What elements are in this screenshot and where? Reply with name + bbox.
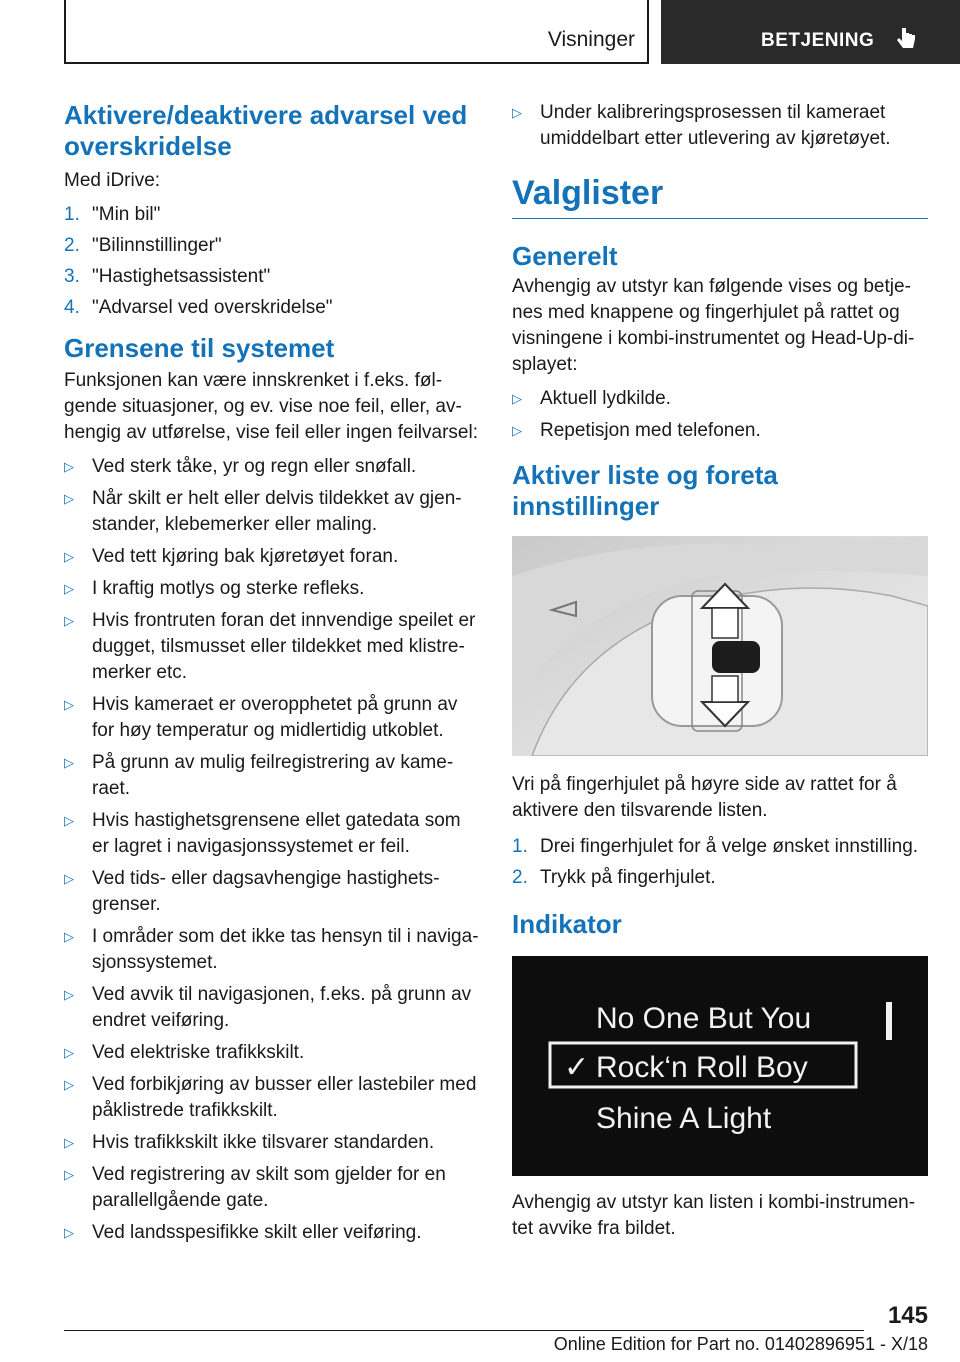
triangle-bullet-icon: ▷ <box>64 987 74 1002</box>
list-item: ▷ Repetisjon med telefonen. <box>512 418 928 444</box>
list-item: ▷ På grunn av mulig feilregistrering av kameraet. <box>64 752 454 799</box>
list-item: ▷ Aktuell lydkilde. <box>512 386 928 412</box>
list-item: ▷ Hvis kameraet er overopphetet på grunn av for høy temperatur og midlertidig utkoblet. <box>64 694 458 741</box>
activate-heading: Aktiver liste og foreta innstillinger <box>512 460 778 521</box>
triangle-bullet-icon: ▷ <box>64 929 74 944</box>
instrument-display-screenshot <box>512 956 928 1176</box>
list-item: ▷ Ved landsspesifikke skilt eller veiføring. <box>64 1220 480 1246</box>
header-section-tab <box>64 0 649 64</box>
list-item: ▷ Under kalibreringsprosessen til kameraet umiddelbart etter utlevering av kjøretøyet. <box>512 102 891 149</box>
calibration-list <box>512 100 928 152</box>
list-item: 2. Trykk på fingerhjulet. <box>512 867 716 888</box>
list-item: 1. Drei fingerhjulet for å velge ønsket innstilling. <box>512 836 919 857</box>
display-list-item-selected: Rock‘n Roll Boy <box>596 1051 808 1084</box>
triangle-bullet-icon: ▷ <box>512 391 522 406</box>
list-item: ▷ Ved sterk tåke, yr og regn eller snøfall. <box>64 454 480 480</box>
list-item: 3. "Hastighetsassistent" <box>64 266 271 287</box>
triangle-bullet-icon: ▷ <box>512 105 522 120</box>
triangle-bullet-icon: ▷ <box>64 613 74 628</box>
list-item: ▷ Ved elektriske trafikkskilt. <box>64 1040 480 1066</box>
triangle-bullet-icon: ▷ <box>64 1045 74 1060</box>
left-column <box>64 100 480 1252</box>
triangle-bullet-icon: ▷ <box>64 459 74 474</box>
hand-pointer-icon <box>895 26 917 52</box>
list-item: ▷ Hvis trafikkskilt ikke tilsvarer standarden. <box>64 1130 480 1156</box>
triangle-bullet-icon: ▷ <box>64 1225 74 1240</box>
triangle-bullet-icon: ▷ <box>64 755 74 770</box>
list-item: ▷ Når skilt er helt eller delvis tildekket av gjenstander, klebemerker eller maling. <box>64 488 462 535</box>
general-text: Avhengig av utstyr kan følgende vises og betjenes med knappene og fingerhjulet på rattet og visningene i kombi-instrumentet og Head-Up-displayet: <box>512 276 915 375</box>
list-item: 1. "Min bil" <box>64 204 161 225</box>
triangle-bullet-icon: ▷ <box>64 549 74 564</box>
limits-heading: Grensene til systemet <box>64 333 335 363</box>
section-label: Visninger <box>547 28 635 51</box>
list-item: ▷ Ved avvik til navigasjonen, f.eks. på grunn av endret veiføring. <box>64 984 472 1031</box>
list-item: ▷ I kraftig motlys og sterke refleks. <box>64 576 480 602</box>
idrive-intro: Med iDrive: <box>64 170 161 191</box>
steering-wheel-photo <box>512 536 928 756</box>
triangle-bullet-icon: ▷ <box>64 813 74 828</box>
footer-divider <box>64 1330 864 1331</box>
right-column <box>512 100 928 1242</box>
limits-list <box>64 454 480 1246</box>
list-item: ▷ Ved forbikjøring av busser eller lastebiler med påklistrede trafikkskilt. <box>64 1074 477 1121</box>
indicator-heading: Indikator <box>512 909 622 939</box>
photo-caption: Vri på fingerhjulet på høyre side av rattet for å aktivere den tilsvarende listen. <box>512 774 897 821</box>
edition-text: Online Edition for Part no. 01402896951 - X/18 <box>553 1334 928 1354</box>
list-item: 4. "Advarsel ved overskridelse" <box>64 297 333 318</box>
warning-heading: Aktivere/deaktivere advarsel ved overskridelse <box>64 100 468 161</box>
indicator-text: Avhengig av utstyr kan listen i kombi-instrumentet avvike fra bildet. <box>512 1192 916 1239</box>
list-item: ▷ Hvis hastighetsgrensene ellet gatedata som er lagret i navigasjonssystemet er feil. <box>64 810 461 857</box>
list-item: ▷ I områder som det ikke tas hensyn til i navigasjonssystemet. <box>64 926 479 973</box>
idrive-steps <box>64 202 480 321</box>
display-list-item: No One But You <box>596 1002 812 1035</box>
chapter-label: BETJENING <box>761 30 875 51</box>
limits-intro: Funksjonen kan være innskrenket i f.eks. følgende situasjoner, og ev. vise noe feil, eller, avhengig av utførelse, vise feil eller ingen feilvarsel: <box>64 370 478 443</box>
triangle-bullet-icon: ▷ <box>64 1135 74 1150</box>
triangle-bullet-icon: ▷ <box>64 1167 74 1182</box>
triangle-bullet-icon: ▷ <box>64 697 74 712</box>
triangle-bullet-icon: ▷ <box>64 491 74 506</box>
triangle-bullet-icon: ▷ <box>64 581 74 596</box>
chapter-tab <box>661 0 960 64</box>
list-item: ▷ Ved tids- eller dagsavhengige hastighetsgrenser. <box>64 868 440 915</box>
activate-steps <box>512 834 928 891</box>
display-scrollbar <box>886 1002 892 1040</box>
page-number: 145 <box>887 1302 928 1329</box>
triangle-bullet-icon: ▷ <box>64 1077 74 1092</box>
general-list <box>512 386 928 444</box>
list-item: 2. "Bilinnstillinger" <box>64 235 222 256</box>
valglister-title: Valglister <box>512 170 928 219</box>
triangle-bullet-icon: ▷ <box>512 423 522 438</box>
triangle-bullet-icon: ▷ <box>64 871 74 886</box>
display-checkmark-icon: ✓ <box>564 1051 590 1084</box>
display-list-item: Shine A Light <box>596 1102 772 1135</box>
list-item: ▷ Hvis frontruten foran det innvendige speilet er dugget, tilsmusset eller tildekket med klistremerker etc. <box>64 610 476 683</box>
general-heading: Generelt <box>512 241 618 271</box>
list-item: ▷ Ved tett kjøring bak kjøretøyet foran. <box>64 544 480 570</box>
list-item: ▷ Ved registrering av skilt som gjelder for en parallellgående gate. <box>64 1164 446 1211</box>
